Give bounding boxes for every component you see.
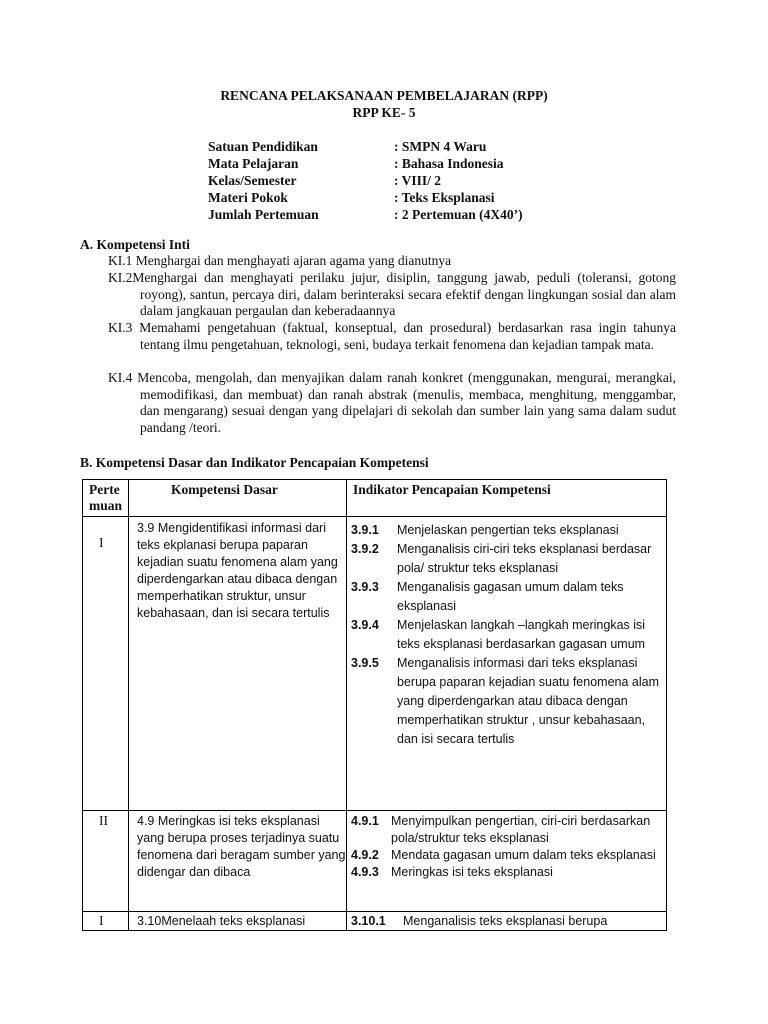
indicator-num: 3.9.4 [351, 618, 379, 632]
meta-key: Materi Pokok [208, 190, 288, 205]
indicator-num: 3.10.1 [351, 914, 386, 928]
ki-4 [108, 370, 676, 436]
meta-value: : Bahasa Indonesia [394, 156, 504, 171]
indicator-num: 4.9.2 [351, 848, 379, 862]
indicator-item [351, 813, 662, 847]
indicator-text: Menjelaskan pengertian teks eksplanasi [397, 523, 619, 537]
kd-cell: 4.9 Meringkas isi teks eksplanasi yang berupa proses terjadinya suatu fenomena dari beragam sumber yang didengar dan dibaca [129, 811, 347, 912]
meta-value: : 2 Pertemuan (4X40’) [394, 207, 523, 222]
doc-title: RENCANA PELAKSANAAN PEMBELAJARAN (RPP) [220, 88, 548, 103]
indicator-item [351, 521, 662, 540]
indicator-text: Meringkas isi teks eksplanasi [391, 865, 553, 879]
meta-row [208, 206, 523, 223]
indicator-num: 3.9.5 [351, 656, 379, 670]
indicator-num: 4.9.3 [351, 865, 379, 879]
indicator-num: 4.9.1 [351, 814, 379, 828]
col-header-ipk: Indikator Pencapaian Kompetensi [347, 480, 667, 517]
meta-key: Satuan Pendidikan [208, 139, 318, 154]
indicator-item [351, 913, 662, 930]
indicator-cell [347, 517, 667, 811]
indicator-text: Menjelaskan langkah –langkah meringkas isi teks eksplanasi berdasarkan gagasan umum [397, 618, 646, 651]
indicator-item [351, 654, 662, 749]
identity-block [208, 138, 523, 223]
meta-value: : Teks Eksplanasi [394, 190, 495, 205]
indicator-num: 3.9.1 [351, 523, 379, 537]
section-b-heading: B. Kompetensi Dasar dan Indikator Pencapaian Kompetensi [80, 455, 429, 470]
indicator-item [351, 616, 662, 654]
competency-table [82, 479, 667, 931]
table-header-row [83, 480, 667, 517]
indicator-text: Menganalisis gagasan umum dalam teks eksplanasi [397, 580, 624, 613]
table-row [83, 912, 667, 931]
ki-2 [108, 270, 676, 320]
indicator-text: Menganalisis ciri-ciri teks eksplanasi berdasar pola/ struktur teks eksplanasi [397, 542, 652, 575]
indicator-num: 3.9.2 [351, 542, 379, 556]
col-header-meeting: Perte muan [83, 480, 129, 517]
table-row [83, 811, 667, 912]
ki-2-text: KI.2Menghargai dan menghayati perilaku jujur, disiplin, tanggung jawab, peduli (toleransi, gotong royong), santun, percaya diri, dalam berinteraksi secara efektif dengan lingkungan sosial dan alam dalam jangkauan pergaulan dan keberadaannya [108, 270, 676, 319]
indicator-text: Menyimpulkan pengertian, ciri-ciri berdasarkan pola/struktur teks eksplanasi [391, 814, 651, 845]
indicator-text: Menganalisis informasi dari teks eksplanasi berupa paparan kejadian suatu fenomena alam yang diperdengarkan atau dibaca dengan memperhatikan struktur , unsur kebahasaan, dan isi secara tertulis [397, 656, 659, 746]
meta-row [208, 138, 523, 155]
ki-3 [108, 320, 676, 353]
meta-row [208, 172, 523, 189]
indicator-text: Mendata gagasan umum dalam teks eksplanasi [391, 848, 656, 862]
meeting-cell: II [83, 811, 129, 912]
ki-1 [108, 253, 676, 270]
ki-3-text: KI.3 Memahami pengetahuan (faktual, konseptual, dan prosedural) berdasarkan rasa ingin tahunya tentang ilmu pengetahuan, teknologi, seni, budaya terkait fenomena dan kejadian tampak mata. [108, 320, 676, 352]
indicator-item [351, 578, 662, 616]
indicator-cell [347, 811, 667, 912]
meta-key: Kelas/Semester [208, 173, 297, 188]
indicator-item [351, 847, 662, 864]
meeting-cell: I [83, 912, 129, 931]
meta-row [208, 155, 523, 172]
meeting-cell: I [83, 517, 129, 811]
ki-1-text: KI.1 Menghargai dan menghayati ajaran agama yang dianutnya [108, 253, 452, 268]
indicator-item [351, 540, 662, 578]
section-a-heading: A. Kompetensi Inti [80, 237, 190, 252]
indicator-text: Menganalisis teks eksplanasi berupa [403, 914, 608, 928]
doc-subtitle: RPP KE- 5 [352, 105, 416, 120]
kd-cell: 3.9 Mengidentifikasi informasi dari teks ekplanasi berupa paparan kejadian suatu fenomena alam yang diperdengarkan atau dibaca dengan memperhatikan struktur, unsur kebahasaan, dan isi secara tertulis [129, 517, 347, 811]
meta-row [208, 189, 523, 206]
indicator-item [351, 864, 662, 881]
ki-4-text: KI.4 Mencoba, mengolah, dan menyajikan dalam ranah konkret (menggunakan, mengurai, merangkai, memodifikasi, dan membuat) dan ranah abstrak (menulis, membaca, menghitung, menggambar, dan mengarang) sesuai dengan yang dipelajari di sekolah dan sumber lain yang sama dalam sudut pandang /teori. [108, 370, 676, 435]
meta-key: Mata Pelajaran [208, 156, 299, 171]
col-header-kd: Kompetensi Dasar [129, 480, 347, 517]
meta-key: Jumlah Pertemuan [208, 207, 319, 222]
table-row [83, 517, 667, 811]
meta-value: : SMPN 4 Waru [394, 139, 487, 154]
indicator-num: 3.9.3 [351, 580, 379, 594]
kd-cell: 3.10Menelaah teks eksplanasi [129, 912, 347, 931]
indicator-cell [347, 912, 667, 931]
meta-value: : VIII/ 2 [394, 173, 442, 188]
